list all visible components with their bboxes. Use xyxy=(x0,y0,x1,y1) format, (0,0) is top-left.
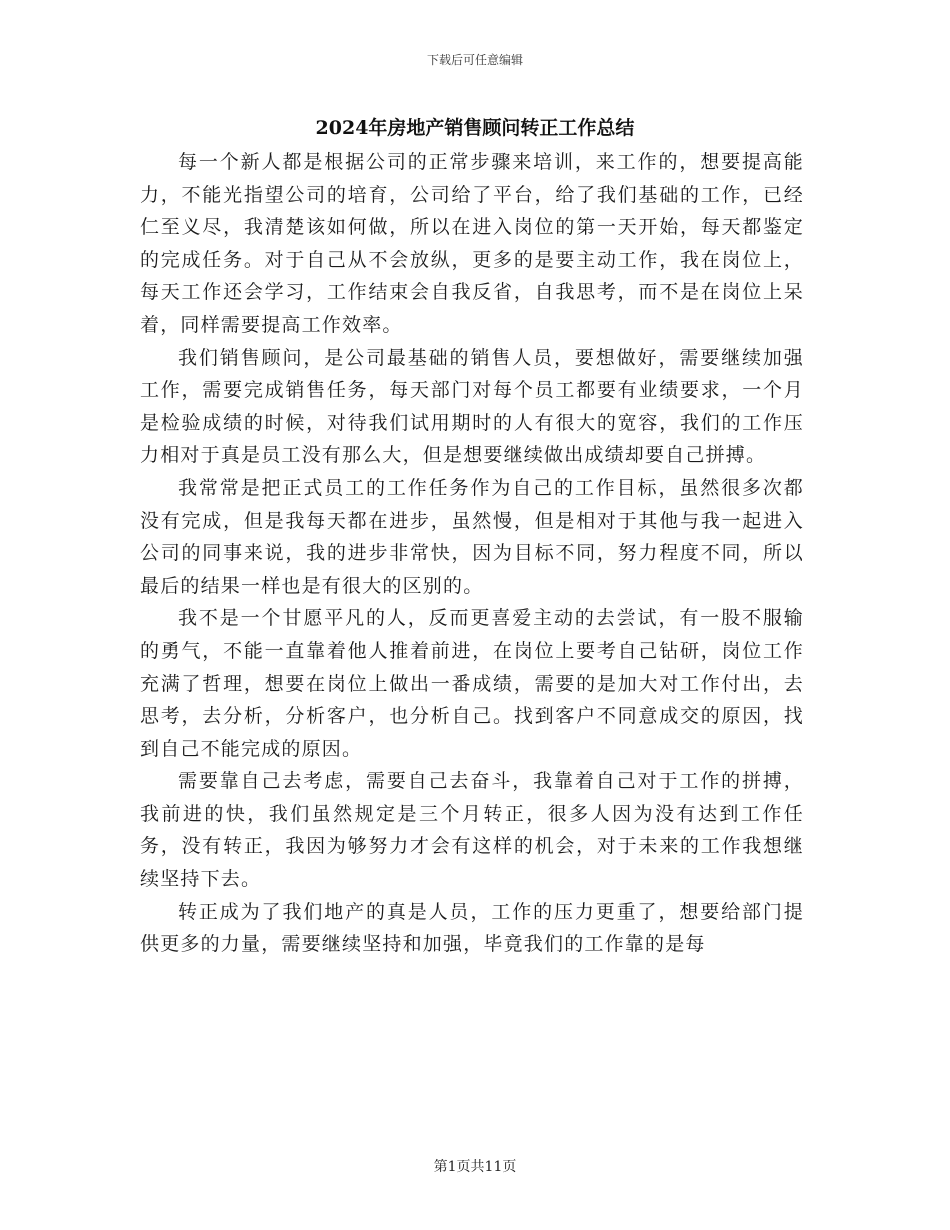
paragraph: 需要靠自己去考虑，需要自己去奋斗，我靠着自己对于工作的拼搏，我前进的快，我们虽然规定是三个月转正，很多人因为没有达到工作任务，没有转正，我因为够努力才会有这样的机会，对于未来的工作我想继续坚持下去。 xyxy=(140,770,804,891)
document-title: 2024年房地产销售顾问转正工作总结 xyxy=(315,117,635,139)
paragraph: 我们销售顾问，是公司最基础的销售人员，要想做好，需要继续加强工作，需要完成销售任务，每天部门对每个员工都要有业绩要求，一个月是检验成绩的时候，对待我们试用期时的人有很大的宽容，我们的工作压力相对于真是员工没有那么大，但是想要继续做出成绩却要自己拼搏。 xyxy=(140,346,804,467)
header-note: 下载后可任意编辑 xyxy=(426,53,523,67)
paragraph: 每一个新人都是根据公司的正常步骤来培训，来工作的，想要提高能力，不能光指望公司的培育，公司给了平台，给了我们基础的工作，已经仁至义尽，我清楚该如何做，所以在进入岗位的第一天开始，每天都鉴定的完成任务。对于自己从不会放纵，更多的是要主动工作，我在岗位上，每天工作还会学习，工作结束会自我反省，自我思考，而不是在岗位上呆着，同样需要提高工作效率。 xyxy=(140,151,804,336)
paragraph: 我不是一个甘愿平凡的人，反而更喜爱主动的去尝试，有一股不服输的勇气，不能一直靠着他人推着前进，在岗位上要考自己钻研，岗位工作充满了哲理，想要在岗位上做出一番成绩，需要的是加大对工作付出，去思考，去分析，分析客户，也分析自己。找到客户不同意成交的原因，找到自己不能完成的原因。 xyxy=(140,607,804,760)
paragraph: 转正成为了我们地产的真是人员，工作的压力更重了，想要给部门提供更多的力量，需要继续坚持和加强，毕竟我们的工作靠的是每 xyxy=(140,900,804,956)
document-body xyxy=(140,146,804,961)
paragraph: 我常常是把正式员工的工作任务作为自己的工作目标，虽然很多次都没有完成，但是我每天都在进步，虽然慢，但是相对于其他与我一起进入公司的同事来说，我的进步非常快，因为目标不同，努力程度不同，所以最后的结果一样也是有很大的区别的。 xyxy=(140,476,804,597)
page-number-footer: 第1页共11页 xyxy=(433,1159,517,1175)
